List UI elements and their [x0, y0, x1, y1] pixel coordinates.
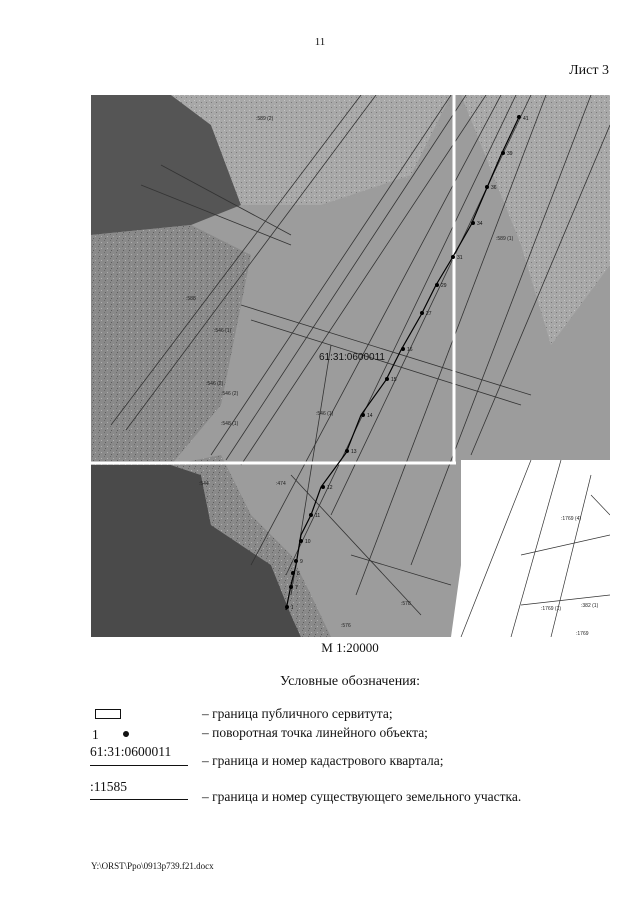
page-number: 11: [314, 36, 326, 48]
svg-text::1769: :1769: [576, 631, 589, 637]
svg-text::548 (1): :548 (1): [221, 421, 239, 427]
svg-text::474: :474: [276, 481, 286, 487]
svg-text:29: 29: [441, 283, 447, 289]
svg-text::382 (1): :382 (1): [581, 603, 599, 609]
quarter-symbol-label: 61:31:0600011: [90, 744, 172, 759]
svg-text:31: 31: [457, 255, 463, 261]
svg-text:13: 13: [351, 449, 357, 455]
servitude-boundary-symbol: [95, 709, 121, 719]
legend-title: Условные обозначения:: [279, 674, 421, 689]
legend-item-quarter: – граница и номер кадастрового квартала;: [202, 753, 444, 768]
turning-point-dot-icon: [123, 731, 129, 737]
svg-text::576: :576: [341, 623, 351, 629]
parcel-symbol-label: :11585: [90, 779, 127, 794]
svg-text:14: 14: [367, 413, 373, 419]
svg-text::1769 (1): :1769 (1): [541, 606, 562, 612]
svg-text:39: 39: [507, 151, 513, 157]
white-area: [451, 460, 610, 637]
svg-text::546 (1): :546 (1): [214, 328, 232, 334]
turning-point-number: 1: [92, 727, 99, 742]
svg-text::546 (1): :546 (1): [316, 411, 334, 417]
svg-text:7: 7: [295, 585, 298, 591]
svg-text::546 (2): :546 (2): [221, 391, 239, 397]
svg-text:1: 1: [291, 605, 294, 611]
sheet-label: Лист 3: [569, 63, 609, 78]
svg-text:10: 10: [305, 539, 311, 545]
svg-text:12: 12: [327, 485, 333, 491]
svg-text::578: :578: [401, 601, 411, 607]
svg-text:8: 8: [297, 571, 300, 577]
svg-text:15: 15: [391, 377, 397, 383]
svg-text::588: :588: [186, 296, 196, 302]
cadastral-map: [91, 95, 610, 637]
parcel-symbol-line: [90, 799, 188, 800]
svg-text::589 (1): :589 (1): [496, 236, 514, 242]
legend-item-servitude: – граница публичного сервитута;: [202, 706, 393, 721]
legend-item-parcel: – граница и номер существующего земельного участка.: [202, 789, 522, 804]
svg-text:16: 16: [407, 347, 413, 353]
footer-file-path: Y:\ORST\Ppo\0913p739.f21.docx: [91, 861, 214, 871]
svg-text::589 (2): :589 (2): [256, 116, 274, 122]
map-scale: М 1:20000: [321, 640, 379, 655]
svg-text:27: 27: [426, 311, 432, 317]
map-svg: [91, 95, 610, 637]
svg-text:9: 9: [300, 559, 303, 565]
quarter-symbol-line: [90, 765, 188, 766]
svg-text:36: 36: [491, 185, 497, 191]
legend-item-turning-point: – поворотная точка линейного объекта;: [202, 725, 428, 740]
svg-text:41: 41: [523, 116, 529, 122]
svg-text::1769 (4): :1769 (4): [561, 516, 582, 522]
svg-text:11: 11: [315, 513, 321, 519]
svg-text::544: :544: [199, 481, 209, 487]
svg-text::546 (2): :546 (2): [206, 381, 224, 387]
quarter-number-on-map: 61:31:0600011: [319, 352, 385, 363]
svg-text:34: 34: [477, 221, 483, 227]
